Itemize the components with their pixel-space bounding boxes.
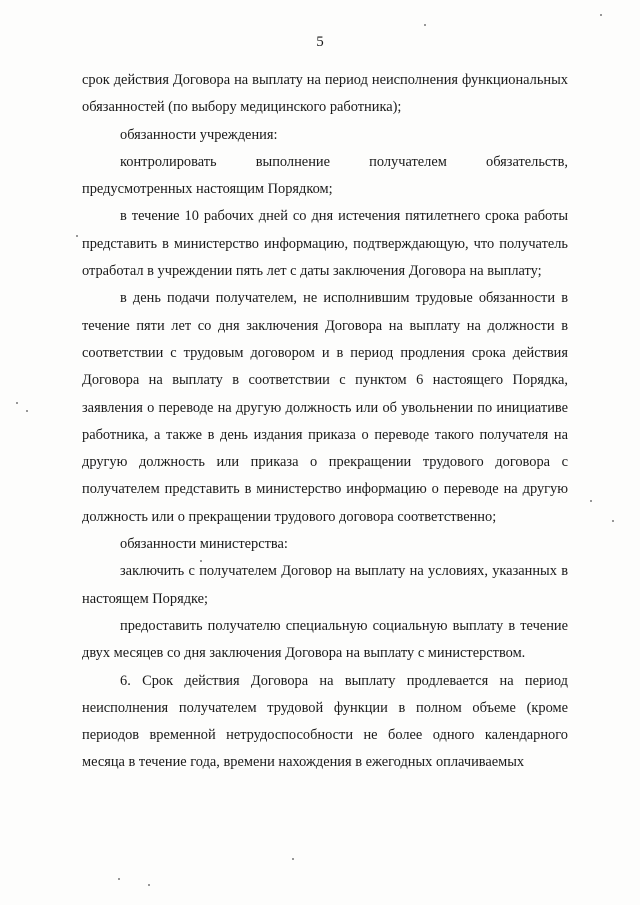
- paragraph-1: срок действия Договора на выплату на период неисполнения функциональных обязанностей (по выбору медицинского работника);: [82, 72, 568, 116]
- scan-speck: [292, 858, 294, 860]
- scan-speck: [26, 410, 28, 412]
- scan-speck: [612, 520, 614, 522]
- paragraph-7: заключить с получателем Договор на выплату на условиях, указанных в настоящем Порядке;: [82, 563, 568, 607]
- scan-speck: [590, 500, 592, 502]
- scan-speck: [76, 235, 78, 237]
- scan-speck: [16, 402, 18, 404]
- paragraph-5: в день подачи получателем, не исполнившим трудовые обязанности в течение пяти лет со дня заключения Договора на выплату на должности в соответствии с трудовым договором и в период продления срока действия Договора на выплату в соответствии с пунктом 6 настоящего Порядка, заявления о переводе на другую должность или об увольнении по инициативе работника, а также в день издания приказа о переводе такого получателя на другую должность или приказа о прекращении трудового договора с получателем представить в министерство информацию о переводе на другую должность или о прекращении трудового договора соответственно;: [82, 290, 568, 525]
- paragraph-2: обязанности учреждения:: [120, 126, 278, 143]
- paragraph-9: 6. Срок действия Договора на выплату продлевается на период неисполнения получателем трудовой функции в полном объеме (кроме периодов временной нетрудоспособности не более одного календарного месяца в течение года, времени нахождения в ежегодных оплачиваемых: [82, 672, 568, 771]
- paragraph-8: предоставить получателю специальную социальную выплату в течение двух месяцев со дня заключения Договора на выплату с министерством.: [82, 617, 568, 662]
- scan-speck: [424, 24, 426, 26]
- page-number: 5: [316, 34, 324, 50]
- scan-speck: [600, 14, 602, 16]
- scan-speck: [148, 884, 150, 886]
- scan-speck: [200, 560, 202, 562]
- paragraph-6: обязанности министерства:: [120, 536, 288, 553]
- paragraph-4: в течение 10 рабочих дней со дня истечения пятилетнего срока работы представить в министерство информацию, подтверждающую, что получатель отработал в учреждении пять лет с даты заключения Договора на выплату;: [82, 208, 568, 280]
- scan-speck: [118, 878, 120, 880]
- paragraph-3: контролировать выполнение получателем обязательств, предусмотренных настоящим Порядком;: [82, 153, 568, 198]
- document-body: [82, 67, 568, 777]
